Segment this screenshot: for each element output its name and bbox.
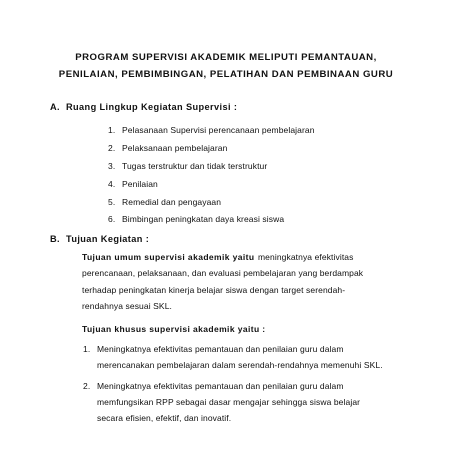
list-item: Penilaian [122,179,158,189]
list-item: Pelaksanaan pembelajaran [122,143,228,153]
section-a-heading: Ruang Lingkup Kegiatan Supervisi : [66,102,238,112]
list-item-continuation: memfungsikan RPP sebagai dasar mengajar sehingga siswa belajar [97,397,361,407]
list-item-continuation: merencanakan pembelajaran dalam serendah-rendahnya memenuhi SKL. [97,360,383,370]
list-item: Remedial dan pengayaan [122,197,222,207]
list-item-number: 1. [108,125,116,135]
section-b-heading: Tujuan Kegiatan : [66,234,150,244]
general-objective-line-4: rendahnya sesuai SKL. [82,301,172,311]
list-item: Tugas terstruktur dan tidak terstruktur [122,161,268,171]
list-item: Meningkatnya efektivitas pemantauan dan penilaian guru dalam [97,381,344,391]
list-item: Meningkatnya efektivitas pemantauan dan penilaian guru dalam [97,344,344,354]
general-objective-label: Tujuan umum supervisi akademik yaitu [82,252,255,262]
list-item: Pelasanaan Supervisi perencanaan pembelajaran [122,125,315,135]
document-title-line-1: PROGRAM SUPERVISI AKADEMIK MELIPUTI PEMANTAUAN, [75,52,377,63]
section-a-marker: A. [50,102,60,112]
list-item-number: 3. [108,161,116,171]
list-item-number: 1. [83,344,91,354]
list-item-number: 6. [108,214,116,224]
list-item-number: 4. [108,179,116,189]
list-item-continuation: secara efisien, efektif, dan inovatif. [97,413,232,423]
list-item-number: 2. [108,143,116,153]
specific-objective-label: Tujuan khusus supervisi akademik yaitu : [82,324,266,334]
general-objective-line-2: perencanaan, pelaksanaan, dan evaluasi pembelajaran yang berdampak [82,268,364,278]
general-objective-line-1: meningkatnya efektivitas [258,252,354,262]
document-title-line-2: PENILAIAN, PEMBIMBINGAN, PELATIHAN DAN PEMBINAAN GURU [58,69,394,80]
list-item: Bimbingan peningkatan daya kreasi siswa [122,214,285,224]
section-b-marker: B. [50,234,60,244]
list-item-number: 2. [83,381,91,391]
general-objective-line-3: terhadap peningkatan kinerja belajar siswa dengan target serendah- [82,285,346,295]
list-item-number: 5. [108,197,116,207]
